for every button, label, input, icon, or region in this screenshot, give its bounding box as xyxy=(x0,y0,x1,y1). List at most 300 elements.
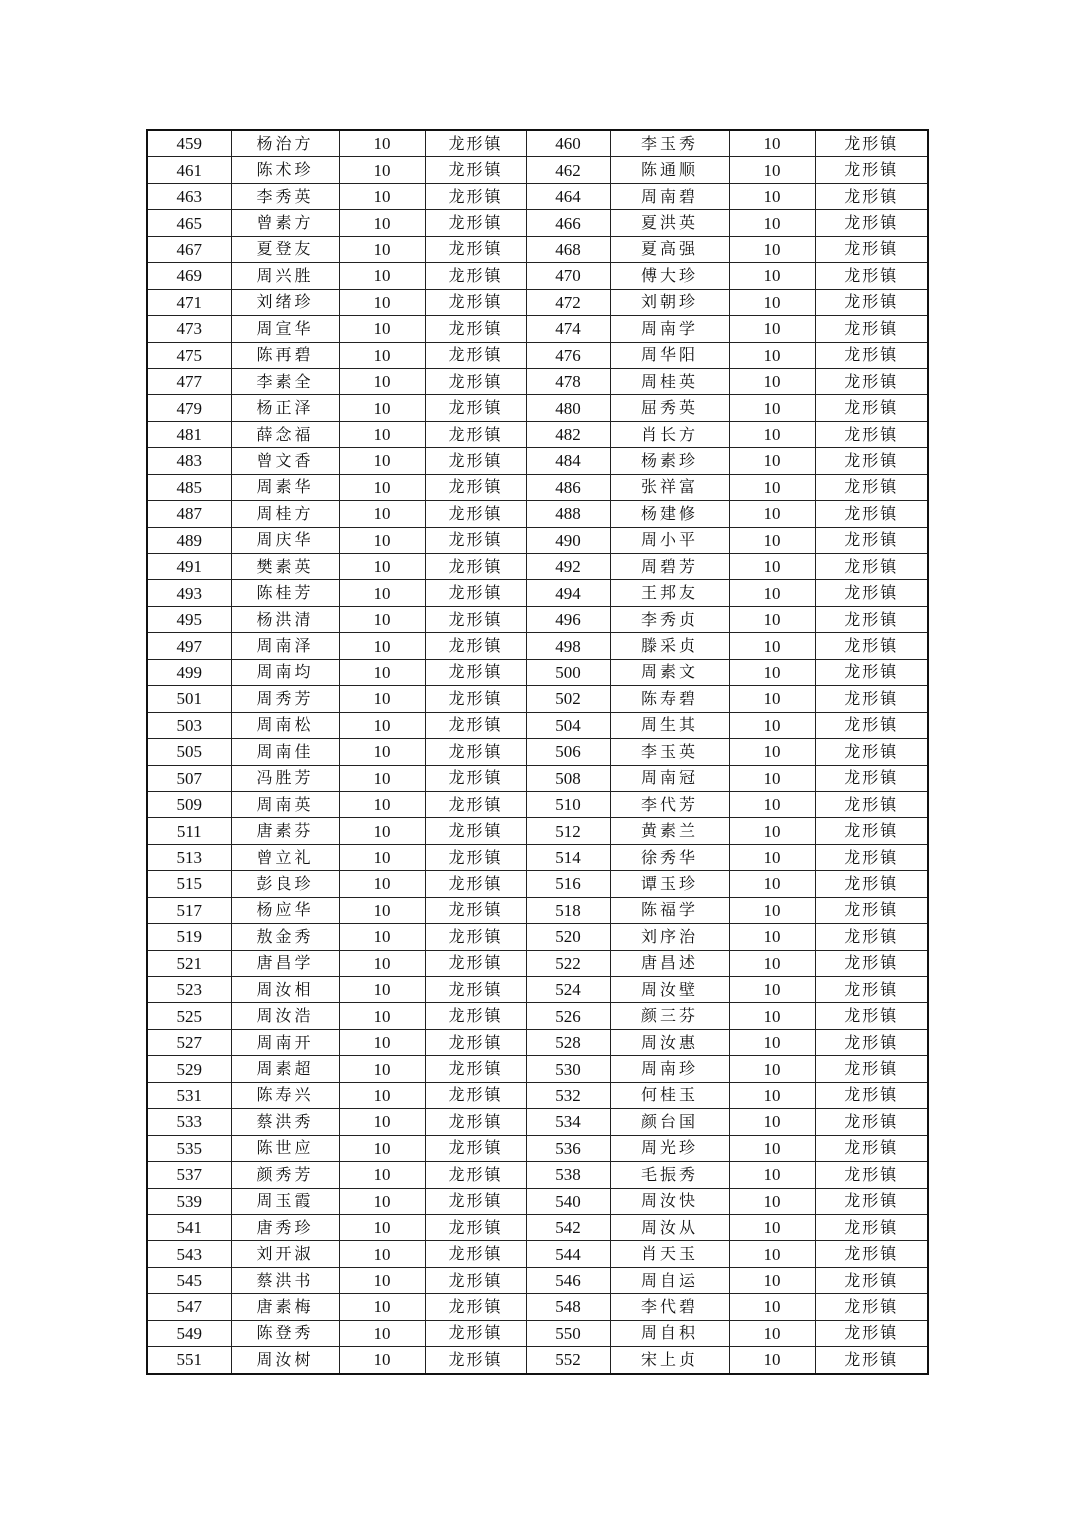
amount-cell: 10 xyxy=(729,924,815,950)
name-cell: 周桂英 xyxy=(610,368,729,394)
amount-cell: 10 xyxy=(339,818,425,844)
serial-number-cell: 501 xyxy=(147,686,231,712)
town-cell: 龙形镇 xyxy=(815,871,928,897)
amount-cell: 10 xyxy=(339,1029,425,1055)
name-cell: 周自积 xyxy=(610,1320,729,1346)
town-cell: 龙形镇 xyxy=(425,1029,526,1055)
name-cell: 周汝快 xyxy=(610,1188,729,1214)
amount-cell: 10 xyxy=(339,448,425,474)
town-cell: 龙形镇 xyxy=(815,1188,928,1214)
town-cell: 龙形镇 xyxy=(425,606,526,632)
serial-number-cell: 535 xyxy=(147,1135,231,1161)
town-cell: 龙形镇 xyxy=(425,289,526,315)
amount-cell: 10 xyxy=(339,554,425,580)
serial-number-cell: 505 xyxy=(147,739,231,765)
amount-cell: 10 xyxy=(729,421,815,447)
name-cell: 刘开淑 xyxy=(231,1241,339,1267)
serial-number-cell: 539 xyxy=(147,1188,231,1214)
table-row xyxy=(147,210,928,236)
name-cell: 李秀英 xyxy=(231,183,339,209)
name-cell: 李玉秀 xyxy=(610,130,729,157)
serial-number-cell: 479 xyxy=(147,395,231,421)
name-cell: 周汝浩 xyxy=(231,1003,339,1029)
amount-cell: 10 xyxy=(339,739,425,765)
serial-number-cell: 490 xyxy=(526,527,610,553)
amount-cell: 10 xyxy=(729,236,815,262)
amount-cell: 10 xyxy=(729,130,815,157)
town-cell: 龙形镇 xyxy=(815,236,928,262)
name-cell: 周兴胜 xyxy=(231,263,339,289)
name-cell: 周秀芳 xyxy=(231,686,339,712)
table-row xyxy=(147,289,928,315)
serial-number-cell: 459 xyxy=(147,130,231,157)
name-cell: 周汝从 xyxy=(610,1214,729,1240)
serial-number-cell: 520 xyxy=(526,924,610,950)
serial-number-cell: 465 xyxy=(147,210,231,236)
name-cell: 蔡洪秀 xyxy=(231,1109,339,1135)
town-cell: 龙形镇 xyxy=(425,739,526,765)
name-cell: 周南佳 xyxy=(231,739,339,765)
name-cell: 薛念福 xyxy=(231,421,339,447)
amount-cell: 10 xyxy=(729,606,815,632)
table-row xyxy=(147,712,928,738)
amount-cell: 10 xyxy=(729,1241,815,1267)
serial-number-cell: 487 xyxy=(147,501,231,527)
table-row xyxy=(147,659,928,685)
town-cell: 龙形镇 xyxy=(815,501,928,527)
roster-table xyxy=(146,129,929,1375)
town-cell: 龙形镇 xyxy=(815,739,928,765)
amount-cell: 10 xyxy=(729,1320,815,1346)
name-cell: 陈桂芳 xyxy=(231,580,339,606)
town-cell: 龙形镇 xyxy=(425,1056,526,1082)
serial-number-cell: 552 xyxy=(526,1347,610,1374)
town-cell: 龙形镇 xyxy=(425,791,526,817)
name-cell: 彭良珍 xyxy=(231,871,339,897)
town-cell: 龙形镇 xyxy=(815,342,928,368)
name-cell: 周素华 xyxy=(231,474,339,500)
town-cell: 龙形镇 xyxy=(425,501,526,527)
amount-cell: 10 xyxy=(339,1347,425,1374)
amount-cell: 10 xyxy=(339,1294,425,1320)
town-cell: 龙形镇 xyxy=(425,1241,526,1267)
town-cell: 龙形镇 xyxy=(425,421,526,447)
town-cell: 龙形镇 xyxy=(425,977,526,1003)
amount-cell: 10 xyxy=(339,1188,425,1214)
name-cell: 周华阳 xyxy=(610,342,729,368)
table-row xyxy=(147,157,928,183)
serial-number-cell: 484 xyxy=(526,448,610,474)
town-cell: 龙形镇 xyxy=(815,1294,928,1320)
name-cell: 周南英 xyxy=(231,791,339,817)
amount-cell: 10 xyxy=(339,1162,425,1188)
name-cell: 陈通顺 xyxy=(610,157,729,183)
table-row xyxy=(147,527,928,553)
serial-number-cell: 511 xyxy=(147,818,231,844)
name-cell: 何桂玉 xyxy=(610,1082,729,1108)
town-cell: 龙形镇 xyxy=(815,289,928,315)
serial-number-cell: 514 xyxy=(526,844,610,870)
town-cell: 龙形镇 xyxy=(815,1320,928,1346)
table-row xyxy=(147,1294,928,1320)
amount-cell: 10 xyxy=(729,659,815,685)
amount-cell: 10 xyxy=(729,1109,815,1135)
table-row xyxy=(147,633,928,659)
serial-number-cell: 513 xyxy=(147,844,231,870)
town-cell: 龙形镇 xyxy=(425,1162,526,1188)
name-cell: 李代碧 xyxy=(610,1294,729,1320)
serial-number-cell: 491 xyxy=(147,554,231,580)
town-cell: 龙形镇 xyxy=(425,527,526,553)
table-row xyxy=(147,739,928,765)
name-cell: 陈福学 xyxy=(610,897,729,923)
name-cell: 周素文 xyxy=(610,659,729,685)
serial-number-cell: 497 xyxy=(147,633,231,659)
serial-number-cell: 508 xyxy=(526,765,610,791)
town-cell: 龙形镇 xyxy=(815,950,928,976)
serial-number-cell: 461 xyxy=(147,157,231,183)
town-cell: 龙形镇 xyxy=(815,1214,928,1240)
amount-cell: 10 xyxy=(729,633,815,659)
name-cell: 肖天玉 xyxy=(610,1241,729,1267)
name-cell: 刘绪珍 xyxy=(231,289,339,315)
amount-cell: 10 xyxy=(729,1056,815,1082)
amount-cell: 10 xyxy=(729,1162,815,1188)
amount-cell: 10 xyxy=(339,686,425,712)
amount-cell: 10 xyxy=(339,289,425,315)
town-cell: 龙形镇 xyxy=(425,395,526,421)
amount-cell: 10 xyxy=(339,897,425,923)
name-cell: 曾文香 xyxy=(231,448,339,474)
town-cell: 龙形镇 xyxy=(815,686,928,712)
name-cell: 肖长方 xyxy=(610,421,729,447)
town-cell: 龙形镇 xyxy=(425,1294,526,1320)
serial-number-cell: 548 xyxy=(526,1294,610,1320)
serial-number-cell: 475 xyxy=(147,342,231,368)
amount-cell: 10 xyxy=(339,1082,425,1108)
town-cell: 龙形镇 xyxy=(425,924,526,950)
town-cell: 龙形镇 xyxy=(425,897,526,923)
name-cell: 周庆华 xyxy=(231,527,339,553)
amount-cell: 10 xyxy=(729,791,815,817)
name-cell: 毛振秀 xyxy=(610,1162,729,1188)
name-cell: 宋上贞 xyxy=(610,1347,729,1374)
serial-number-cell: 489 xyxy=(147,527,231,553)
amount-cell: 10 xyxy=(339,871,425,897)
table-row xyxy=(147,1188,928,1214)
serial-number-cell: 476 xyxy=(526,342,610,368)
town-cell: 龙形镇 xyxy=(815,263,928,289)
name-cell: 陈寿兴 xyxy=(231,1082,339,1108)
table-row xyxy=(147,474,928,500)
amount-cell: 10 xyxy=(729,1188,815,1214)
name-cell: 杨治方 xyxy=(231,130,339,157)
serial-number-cell: 483 xyxy=(147,448,231,474)
serial-number-cell: 527 xyxy=(147,1029,231,1055)
town-cell: 龙形镇 xyxy=(425,1320,526,1346)
amount-cell: 10 xyxy=(729,765,815,791)
name-cell: 周碧芳 xyxy=(610,554,729,580)
name-cell: 周素超 xyxy=(231,1056,339,1082)
serial-number-cell: 510 xyxy=(526,791,610,817)
table-row xyxy=(147,554,928,580)
table-row xyxy=(147,130,928,157)
amount-cell: 10 xyxy=(339,844,425,870)
town-cell: 龙形镇 xyxy=(815,818,928,844)
town-cell: 龙形镇 xyxy=(425,765,526,791)
serial-number-cell: 494 xyxy=(526,580,610,606)
name-cell: 陈术珍 xyxy=(231,157,339,183)
name-cell: 周汝壁 xyxy=(610,977,729,1003)
amount-cell: 10 xyxy=(729,1082,815,1108)
amount-cell: 10 xyxy=(729,818,815,844)
name-cell: 周南松 xyxy=(231,712,339,738)
amount-cell: 10 xyxy=(339,1109,425,1135)
serial-number-cell: 506 xyxy=(526,739,610,765)
table-row xyxy=(147,844,928,870)
town-cell: 龙形镇 xyxy=(815,924,928,950)
serial-number-cell: 530 xyxy=(526,1056,610,1082)
amount-cell: 10 xyxy=(729,554,815,580)
serial-number-cell: 519 xyxy=(147,924,231,950)
amount-cell: 10 xyxy=(339,712,425,738)
table-row xyxy=(147,818,928,844)
amount-cell: 10 xyxy=(339,924,425,950)
town-cell: 龙形镇 xyxy=(425,183,526,209)
town-cell: 龙形镇 xyxy=(425,580,526,606)
amount-cell: 10 xyxy=(339,316,425,342)
amount-cell: 10 xyxy=(339,527,425,553)
serial-number-cell: 466 xyxy=(526,210,610,236)
town-cell: 龙形镇 xyxy=(815,316,928,342)
table-row xyxy=(147,421,928,447)
serial-number-cell: 500 xyxy=(526,659,610,685)
town-cell: 龙形镇 xyxy=(425,236,526,262)
town-cell: 龙形镇 xyxy=(815,368,928,394)
name-cell: 黄素兰 xyxy=(610,818,729,844)
town-cell: 龙形镇 xyxy=(425,554,526,580)
amount-cell: 10 xyxy=(339,501,425,527)
amount-cell: 10 xyxy=(729,183,815,209)
name-cell: 张祥富 xyxy=(610,474,729,500)
town-cell: 龙形镇 xyxy=(815,844,928,870)
town-cell: 龙形镇 xyxy=(425,712,526,738)
serial-number-cell: 540 xyxy=(526,1188,610,1214)
amount-cell: 10 xyxy=(729,871,815,897)
name-cell: 杨应华 xyxy=(231,897,339,923)
serial-number-cell: 467 xyxy=(147,236,231,262)
town-cell: 龙形镇 xyxy=(425,448,526,474)
serial-number-cell: 474 xyxy=(526,316,610,342)
table-row xyxy=(147,368,928,394)
name-cell: 陈世应 xyxy=(231,1135,339,1161)
town-cell: 龙形镇 xyxy=(815,474,928,500)
serial-number-cell: 534 xyxy=(526,1109,610,1135)
serial-number-cell: 502 xyxy=(526,686,610,712)
table-row xyxy=(147,1109,928,1135)
serial-number-cell: 529 xyxy=(147,1056,231,1082)
amount-cell: 10 xyxy=(729,1029,815,1055)
serial-number-cell: 495 xyxy=(147,606,231,632)
table-row xyxy=(147,342,928,368)
table-row xyxy=(147,686,928,712)
name-cell: 周玉霞 xyxy=(231,1188,339,1214)
town-cell: 龙形镇 xyxy=(815,183,928,209)
name-cell: 陈登秀 xyxy=(231,1320,339,1346)
amount-cell: 10 xyxy=(339,1056,425,1082)
serial-number-cell: 533 xyxy=(147,1109,231,1135)
serial-number-cell: 516 xyxy=(526,871,610,897)
town-cell: 龙形镇 xyxy=(425,157,526,183)
serial-number-cell: 544 xyxy=(526,1241,610,1267)
town-cell: 龙形镇 xyxy=(425,368,526,394)
table-row xyxy=(147,501,928,527)
amount-cell: 10 xyxy=(339,157,425,183)
name-cell: 周南珍 xyxy=(610,1056,729,1082)
town-cell: 龙形镇 xyxy=(815,1003,928,1029)
name-cell: 谭玉珍 xyxy=(610,871,729,897)
serial-number-cell: 477 xyxy=(147,368,231,394)
name-cell: 夏登友 xyxy=(231,236,339,262)
town-cell: 龙形镇 xyxy=(815,1109,928,1135)
table-row xyxy=(147,1267,928,1293)
town-cell: 龙形镇 xyxy=(425,871,526,897)
serial-number-cell: 532 xyxy=(526,1082,610,1108)
town-cell: 龙形镇 xyxy=(815,580,928,606)
serial-number-cell: 546 xyxy=(526,1267,610,1293)
name-cell: 周小平 xyxy=(610,527,729,553)
table-row xyxy=(147,606,928,632)
name-cell: 夏高强 xyxy=(610,236,729,262)
amount-cell: 10 xyxy=(339,236,425,262)
town-cell: 龙形镇 xyxy=(815,448,928,474)
town-cell: 龙形镇 xyxy=(425,1188,526,1214)
serial-number-cell: 503 xyxy=(147,712,231,738)
town-cell: 龙形镇 xyxy=(815,897,928,923)
name-cell: 李代芳 xyxy=(610,791,729,817)
amount-cell: 10 xyxy=(339,765,425,791)
serial-number-cell: 538 xyxy=(526,1162,610,1188)
town-cell: 龙形镇 xyxy=(425,1082,526,1108)
name-cell: 滕采贞 xyxy=(610,633,729,659)
serial-number-cell: 462 xyxy=(526,157,610,183)
town-cell: 龙形镇 xyxy=(815,210,928,236)
amount-cell: 10 xyxy=(729,712,815,738)
serial-number-cell: 492 xyxy=(526,554,610,580)
amount-cell: 10 xyxy=(339,130,425,157)
roster-table-body xyxy=(147,130,928,1374)
table-row xyxy=(147,977,928,1003)
serial-number-cell: 543 xyxy=(147,1241,231,1267)
serial-number-cell: 528 xyxy=(526,1029,610,1055)
serial-number-cell: 517 xyxy=(147,897,231,923)
serial-number-cell: 498 xyxy=(526,633,610,659)
town-cell: 龙形镇 xyxy=(425,130,526,157)
name-cell: 周光珍 xyxy=(610,1135,729,1161)
name-cell: 杨洪清 xyxy=(231,606,339,632)
town-cell: 龙形镇 xyxy=(815,1135,928,1161)
serial-number-cell: 523 xyxy=(147,977,231,1003)
serial-number-cell: 470 xyxy=(526,263,610,289)
amount-cell: 10 xyxy=(339,421,425,447)
name-cell: 周自运 xyxy=(610,1267,729,1293)
serial-number-cell: 512 xyxy=(526,818,610,844)
name-cell: 刘序治 xyxy=(610,924,729,950)
serial-number-cell: 525 xyxy=(147,1003,231,1029)
table-row xyxy=(147,1003,928,1029)
name-cell: 周南泽 xyxy=(231,633,339,659)
town-cell: 龙形镇 xyxy=(815,1082,928,1108)
table-row xyxy=(147,950,928,976)
name-cell: 李素全 xyxy=(231,368,339,394)
serial-number-cell: 460 xyxy=(526,130,610,157)
amount-cell: 10 xyxy=(729,1294,815,1320)
amount-cell: 10 xyxy=(729,501,815,527)
town-cell: 龙形镇 xyxy=(815,977,928,1003)
name-cell: 唐秀珍 xyxy=(231,1214,339,1240)
town-cell: 龙形镇 xyxy=(815,157,928,183)
serial-number-cell: 549 xyxy=(147,1320,231,1346)
name-cell: 周生其 xyxy=(610,712,729,738)
amount-cell: 10 xyxy=(339,395,425,421)
town-cell: 龙形镇 xyxy=(815,791,928,817)
name-cell: 周宣华 xyxy=(231,316,339,342)
name-cell: 徐秀华 xyxy=(610,844,729,870)
amount-cell: 10 xyxy=(729,686,815,712)
town-cell: 龙形镇 xyxy=(815,1056,928,1082)
table-row xyxy=(147,1082,928,1108)
serial-number-cell: 472 xyxy=(526,289,610,315)
amount-cell: 10 xyxy=(729,448,815,474)
name-cell: 敖金秀 xyxy=(231,924,339,950)
amount-cell: 10 xyxy=(339,183,425,209)
amount-cell: 10 xyxy=(339,1003,425,1029)
amount-cell: 10 xyxy=(339,633,425,659)
table-row xyxy=(147,1214,928,1240)
name-cell: 杨正泽 xyxy=(231,395,339,421)
amount-cell: 10 xyxy=(339,1241,425,1267)
town-cell: 龙形镇 xyxy=(425,633,526,659)
serial-number-cell: 499 xyxy=(147,659,231,685)
amount-cell: 10 xyxy=(729,1214,815,1240)
town-cell: 龙形镇 xyxy=(425,950,526,976)
serial-number-cell: 515 xyxy=(147,871,231,897)
town-cell: 龙形镇 xyxy=(815,554,928,580)
serial-number-cell: 551 xyxy=(147,1347,231,1374)
amount-cell: 10 xyxy=(729,527,815,553)
serial-number-cell: 496 xyxy=(526,606,610,632)
town-cell: 龙形镇 xyxy=(425,210,526,236)
amount-cell: 10 xyxy=(729,1135,815,1161)
name-cell: 周汝树 xyxy=(231,1347,339,1374)
town-cell: 龙形镇 xyxy=(815,527,928,553)
serial-number-cell: 537 xyxy=(147,1162,231,1188)
table-row xyxy=(147,448,928,474)
serial-number-cell: 493 xyxy=(147,580,231,606)
amount-cell: 10 xyxy=(729,897,815,923)
serial-number-cell: 469 xyxy=(147,263,231,289)
name-cell: 唐素梅 xyxy=(231,1294,339,1320)
serial-number-cell: 542 xyxy=(526,1214,610,1240)
serial-number-cell: 524 xyxy=(526,977,610,1003)
amount-cell: 10 xyxy=(339,606,425,632)
table-row xyxy=(147,183,928,209)
amount-cell: 10 xyxy=(339,474,425,500)
amount-cell: 10 xyxy=(729,844,815,870)
town-cell: 龙形镇 xyxy=(815,633,928,659)
table-row xyxy=(147,1162,928,1188)
town-cell: 龙形镇 xyxy=(815,421,928,447)
